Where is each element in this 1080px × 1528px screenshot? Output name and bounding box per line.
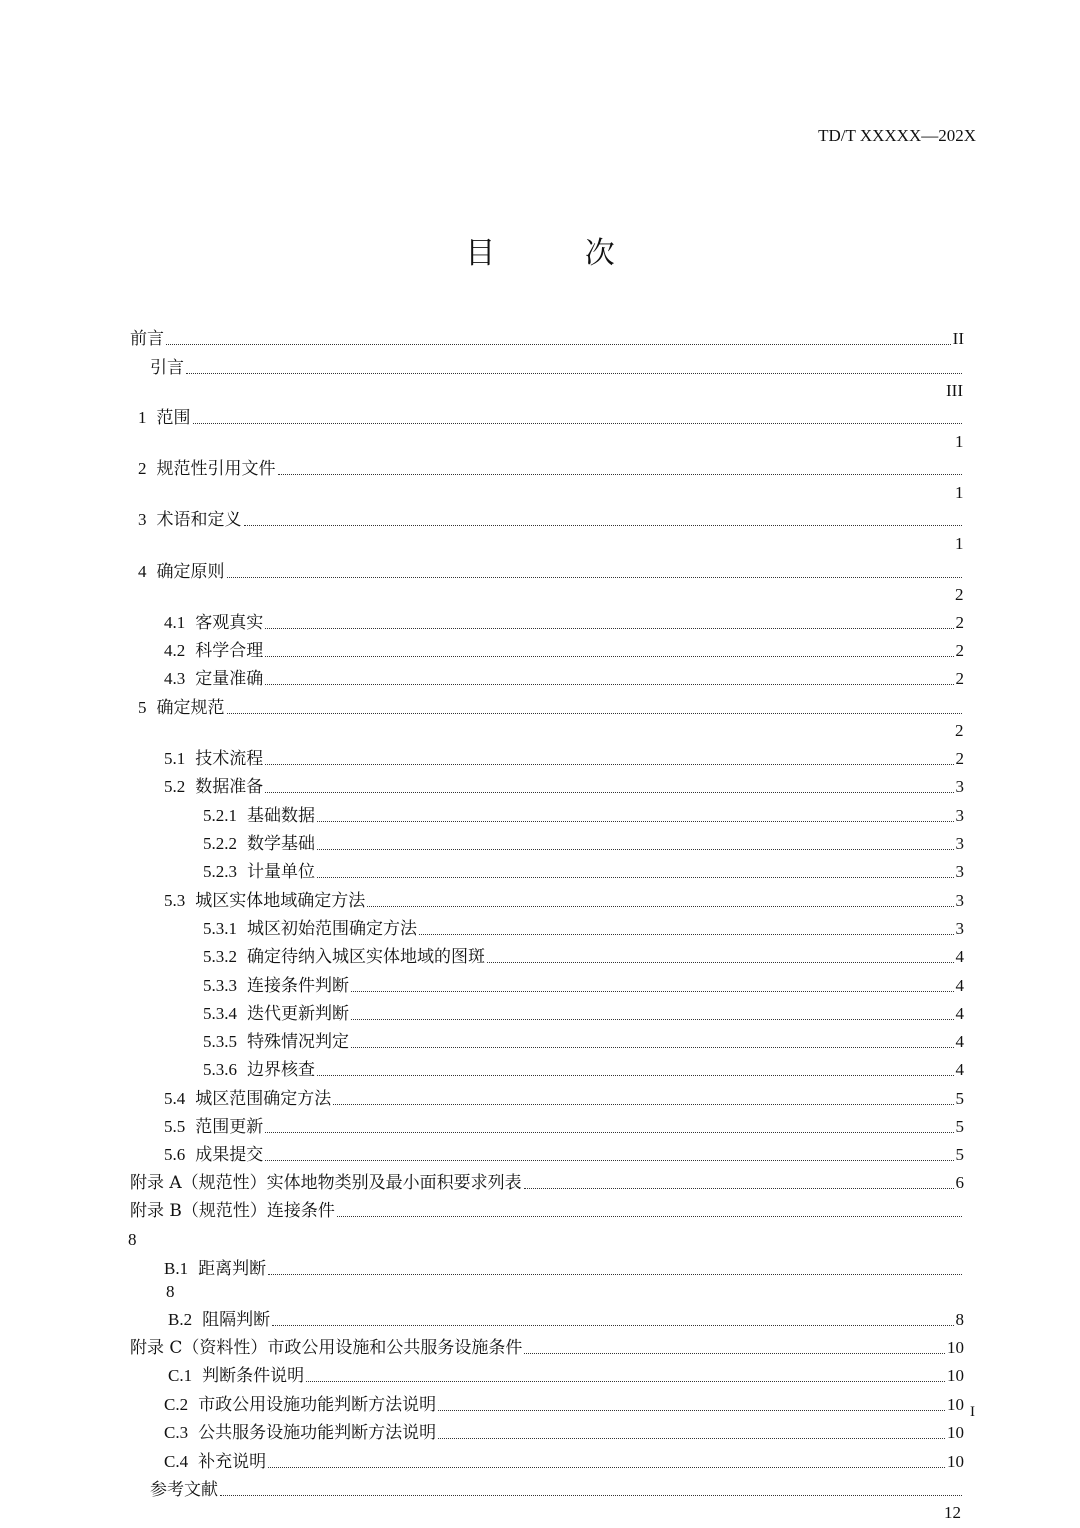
toc-entry-page: 5 [955, 1089, 964, 1108]
dot-leader [272, 1325, 953, 1326]
toc-entry-text [130, 1200, 335, 1222]
toc-entry-label: 术语和定义 [156, 510, 242, 530]
toc-entry-text [130, 1172, 522, 1194]
toc-entry-number: 4.3 [164, 669, 186, 688]
toc-entry-text [138, 509, 242, 531]
toc-entry[interactable] [130, 1200, 964, 1222]
toc-entry-label: 迭代更新判断 [247, 1004, 349, 1024]
toc-entry[interactable] [164, 1394, 964, 1416]
toc-entry[interactable] [130, 1337, 964, 1359]
dot-leader [265, 656, 953, 657]
toc-entry-label: 距离判断 [198, 1259, 267, 1279]
toc-entry-page: 2 [955, 585, 964, 604]
toc-entry-label: 补充说明 [198, 1452, 267, 1472]
toc-entry-page: 8 [128, 1230, 137, 1249]
toc-entry-number: 4 [138, 562, 147, 581]
toc-entry-text [164, 1116, 263, 1138]
toc-entry-page: 1 [955, 534, 964, 553]
toc-entry-text [150, 1479, 218, 1501]
toc-entry-number: 5.3 [164, 891, 186, 910]
toc-entry-text [150, 357, 184, 379]
toc-entry-label: 连接条件判断 [247, 976, 349, 996]
dot-leader [265, 792, 953, 793]
toc-entry-page: 8 [955, 1310, 964, 1329]
toc-entry-text [130, 328, 164, 350]
toc-entry[interactable] [138, 458, 964, 480]
toc-entry-page: 3 [955, 891, 964, 910]
toc-entry[interactable] [130, 328, 964, 350]
toc-entry-page: 10 [947, 1452, 964, 1471]
toc-entry-number: 5.2.3 [203, 862, 237, 881]
toc-entry-number: B.2 [168, 1310, 193, 1329]
toc-entry[interactable] [138, 561, 964, 583]
dot-leader [487, 962, 954, 963]
toc-entry-page: 3 [955, 862, 964, 881]
toc-entry-text [203, 946, 485, 968]
toc-entry[interactable] [203, 861, 964, 883]
dot-leader [306, 1381, 945, 1382]
toc-entry-page: 4 [955, 1004, 964, 1023]
toc-entry-label: 城区实体地域确定方法 [195, 891, 366, 911]
toc-entry-number: 5.2.1 [203, 806, 237, 825]
toc-entry[interactable] [164, 748, 964, 770]
toc-entry[interactable] [138, 697, 964, 719]
dot-leader [265, 684, 953, 685]
toc-entry-text [164, 1144, 263, 1166]
dot-leader [265, 628, 953, 629]
toc-entry-page: 4 [955, 976, 964, 995]
toc-entry-text [164, 1422, 436, 1444]
toc-entry-number: 5.3.6 [203, 1060, 237, 1079]
toc-entry-label: 参考文献 [150, 1480, 218, 1500]
toc-entry-number: 5 [138, 698, 147, 717]
toc-entry-text [138, 697, 225, 719]
toc-entry-label: 计量单位 [247, 862, 315, 882]
toc-entry-page: 8 [166, 1282, 175, 1301]
toc-entry[interactable] [164, 1088, 964, 1110]
toc-entry[interactable] [164, 1451, 964, 1473]
toc-entry[interactable] [164, 1116, 964, 1138]
dot-leader [438, 1410, 945, 1411]
toc-entry-label: 特殊情况判定 [247, 1032, 349, 1052]
toc-entry-number: 2 [138, 459, 147, 478]
toc-entry-text [138, 458, 276, 480]
dot-leader [268, 1274, 962, 1275]
toc-entry[interactable] [164, 1144, 964, 1166]
toc-entry-text [203, 833, 315, 855]
toc-entry-label: 附录 C（资料性）市政公用设施和公共服务设施条件 [130, 1338, 523, 1358]
toc-entry-page: 3 [955, 834, 964, 853]
dot-leader [244, 525, 963, 526]
toc-entry[interactable] [150, 357, 964, 379]
toc-entry-text [164, 748, 263, 770]
toc-entry-label: 判断条件说明 [202, 1366, 305, 1386]
toc-entry-label: 基础数据 [247, 806, 315, 826]
toc-entry[interactable] [130, 1172, 964, 1194]
toc-entry[interactable] [203, 1031, 964, 1053]
toc-entry-text [130, 1337, 522, 1359]
toc-entry-number: 5.3.2 [203, 947, 237, 966]
toc-entry-text [203, 1031, 349, 1053]
toc-entry-label: 城区范围确定方法 [195, 1089, 332, 1109]
dot-leader [351, 991, 954, 992]
toc-entry-page: 2 [955, 613, 964, 632]
toc-entry-number: 5.3.3 [203, 976, 237, 995]
toc-entry-label: 规范性引用文件 [156, 459, 276, 479]
toc-entry-text [164, 1258, 266, 1280]
toc-entry-number: C.2 [164, 1395, 189, 1414]
dot-leader [317, 1075, 954, 1076]
toc-entry-number: 5.2.2 [203, 834, 237, 853]
toc-entry[interactable] [164, 776, 964, 798]
toc-entry-page: 10 [947, 1338, 964, 1357]
toc-entry-number: 1 [138, 408, 147, 427]
toc-entry-label: 成果提交 [195, 1145, 264, 1165]
toc-entry[interactable] [164, 890, 964, 912]
toc-entry[interactable] [203, 1003, 964, 1025]
toc-entry-text [203, 1059, 315, 1081]
toc-entry-page: 3 [955, 806, 964, 825]
toc-entry-page: 5 [955, 1117, 964, 1136]
toc-entry-text [164, 1394, 436, 1416]
toc-entry-number: B.1 [164, 1259, 189, 1278]
toc-entry-page: 12 [944, 1503, 961, 1522]
toc-entry-number: 5.3.4 [203, 1004, 237, 1023]
toc-entry-page: 3 [955, 919, 964, 938]
toc-entry[interactable] [164, 612, 964, 634]
toc-entry-page: 1 [955, 483, 964, 502]
toc-entry[interactable] [138, 509, 964, 531]
toc-entry-page: 4 [955, 1060, 964, 1079]
toc-entry-text [203, 918, 417, 940]
toc-entry-text [164, 640, 263, 662]
page-title: 目 次 [465, 236, 655, 271]
dot-leader [317, 821, 954, 822]
toc-entry-label: 数学基础 [247, 834, 315, 854]
toc-entry-text [164, 1451, 266, 1473]
toc-entry[interactable] [203, 975, 964, 997]
toc-entry-page: 6 [955, 1173, 964, 1192]
toc-entry-number: C.4 [164, 1452, 189, 1471]
dot-leader [524, 1188, 954, 1189]
dot-leader [268, 1467, 945, 1468]
toc-entry-label: 公共服务设施功能判断方法说明 [198, 1423, 437, 1443]
toc-entry[interactable] [138, 407, 964, 429]
page-number: I [970, 1404, 975, 1420]
toc-entry-number: 4.1 [164, 613, 186, 632]
toc-entry-number: 5.5 [164, 1117, 186, 1136]
dot-leader [265, 764, 953, 765]
toc-entry-label: 城区初始范围确定方法 [247, 919, 417, 939]
dot-leader [265, 1160, 953, 1161]
toc-entry-number: C.3 [164, 1423, 189, 1442]
toc-entry-label: 确定规范 [156, 698, 225, 718]
toc-entry-label: 边界核查 [247, 1060, 315, 1080]
toc-entry[interactable] [203, 946, 964, 968]
toc-entry-text [164, 1088, 331, 1110]
toc-entry-label: 阻隔判断 [202, 1310, 271, 1330]
toc-entry-page: 5 [955, 1145, 964, 1164]
toc-entry-number: 5.3.1 [203, 919, 237, 938]
toc-entry-number: 5.2 [164, 777, 186, 796]
toc-entry-label: 附录 A（规范性）实体地物类别及最小面积要求列表 [130, 1173, 522, 1193]
toc-entry-page: 3 [955, 777, 964, 796]
toc-entry-page: 2 [955, 669, 964, 688]
toc-entry-number: 5.1 [164, 749, 186, 768]
toc-entry-label: 前言 [130, 329, 164, 349]
toc-entry-page: 2 [955, 749, 964, 768]
dot-leader [317, 849, 954, 850]
toc-entry-text [203, 861, 315, 883]
dot-leader [419, 934, 954, 935]
toc-entry[interactable] [203, 833, 964, 855]
toc-entry-label: 科学合理 [195, 641, 264, 661]
toc-entry[interactable] [164, 640, 964, 662]
dot-leader [220, 1495, 962, 1496]
dot-leader [333, 1104, 953, 1105]
toc-entry-label: 定量准确 [195, 669, 264, 689]
dot-leader [317, 877, 954, 878]
toc-entry[interactable] [203, 805, 964, 827]
toc-entry-page: 2 [955, 721, 964, 740]
toc-entry-label: 范围更新 [195, 1117, 264, 1137]
toc-entry-page: II [952, 329, 964, 348]
toc-entry-label: 附录 B（规范性）连接条件 [130, 1201, 335, 1221]
toc-entry-page: 1 [955, 432, 964, 451]
toc-entry-text [164, 612, 263, 634]
dot-leader [166, 344, 951, 345]
toc-entry[interactable] [164, 668, 964, 690]
toc-entry-label: 范围 [156, 408, 191, 428]
toc-entry-label: 确定待纳入城区实体地域的图斑 [247, 947, 485, 967]
toc-entry-text [164, 776, 263, 798]
toc-entry-text [164, 890, 365, 912]
toc-entry-label: 客观真实 [195, 613, 264, 633]
dot-leader [367, 906, 953, 907]
dot-leader [227, 577, 963, 578]
toc-entry-text [138, 407, 191, 429]
dot-leader [351, 1019, 954, 1020]
toc-entry-label: 数据准备 [195, 777, 264, 797]
toc-entry-label: 引言 [150, 358, 184, 378]
dot-leader [227, 713, 963, 714]
dot-leader [438, 1438, 945, 1439]
toc-entry-page: III [946, 381, 963, 400]
toc-entry-page: 10 [947, 1366, 964, 1385]
dot-leader [524, 1353, 945, 1354]
toc-entry[interactable] [168, 1365, 964, 1387]
toc-entry-text [203, 805, 315, 827]
toc-entry-page: 2 [955, 641, 964, 660]
toc-entry-text [168, 1309, 270, 1331]
document-code: TD/T XXXXX—202X [818, 126, 976, 145]
toc-entry-number: 5.3.5 [203, 1032, 237, 1051]
toc-entry-text [168, 1365, 304, 1387]
toc-entry-page: 4 [955, 947, 964, 966]
toc-entry[interactable] [203, 1059, 964, 1081]
dot-leader [193, 423, 963, 424]
toc-entry-page: 10 [947, 1395, 964, 1414]
toc-entry-number: 4.2 [164, 641, 186, 660]
dot-leader [351, 1047, 954, 1048]
toc-entry-number: 5.4 [164, 1089, 186, 1108]
toc-entry-text [203, 1003, 349, 1025]
dot-leader [278, 474, 963, 475]
toc-entry-label: 市政公用设施功能判断方法说明 [198, 1395, 437, 1415]
toc-entry-text [138, 561, 225, 583]
toc-entry[interactable] [164, 1422, 964, 1444]
toc-entry[interactable] [168, 1309, 964, 1331]
dot-leader [186, 373, 962, 374]
dot-leader [265, 1132, 953, 1133]
toc-entry-label: 技术流程 [195, 749, 264, 769]
toc-entry-text [203, 975, 349, 997]
toc-entry[interactable] [164, 1258, 964, 1280]
toc-entry-number: C.1 [168, 1366, 193, 1385]
dot-leader [337, 1216, 962, 1217]
toc-entry-page: 10 [947, 1423, 964, 1442]
toc-entry-page: 4 [955, 1032, 964, 1051]
toc-entry-number: 5.6 [164, 1145, 186, 1164]
toc-entry-text [164, 668, 263, 690]
toc-entry-label: 确定原则 [156, 562, 225, 582]
toc-entry[interactable] [150, 1479, 964, 1501]
toc-entry[interactable] [203, 918, 964, 940]
toc-entry-number: 3 [138, 510, 147, 529]
